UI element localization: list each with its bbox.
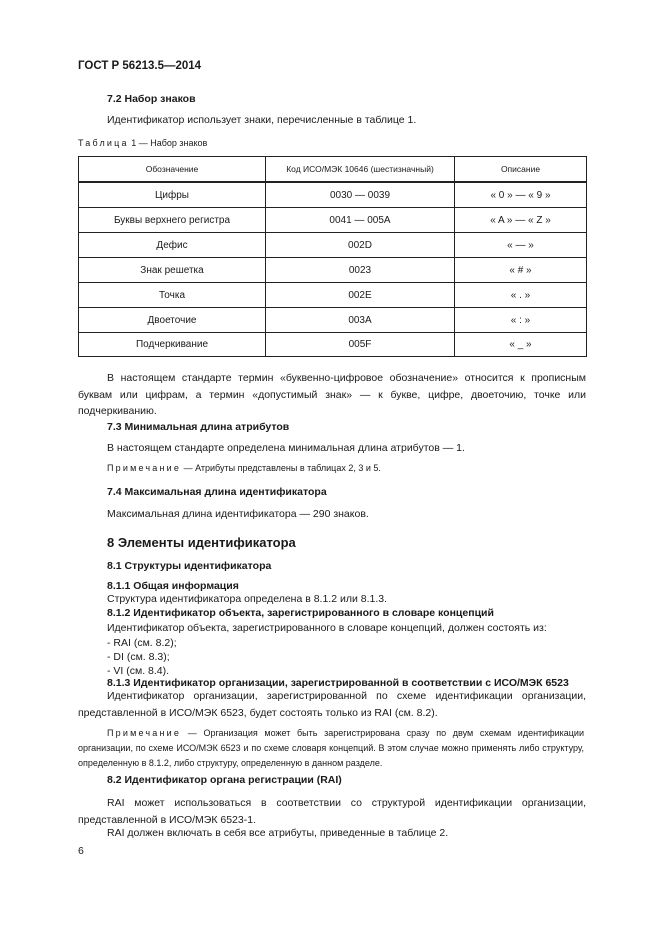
table-cell: « — » [455, 233, 587, 258]
table-header-row [79, 157, 587, 183]
section-7-3-heading: 7.3 Минимальная длина атрибутов [107, 421, 290, 433]
section-7-2-heading: 7.2 Набор знаков [107, 93, 196, 105]
section-8-heading: 8 Элементы идентификатора [107, 535, 296, 550]
section-7-3-note [107, 463, 381, 473]
after-table-paragraph: В настоящем стандарте термин «буквенно-цифровое обозначение» относится к прописным буквам или цифрам, а термин «допустимый знак» — к букве, цифре, двоеточию, точке или подчеркиванию. [78, 372, 586, 417]
note-text: — Атрибуты представлены в таблицах 2, 3 и 5. [181, 463, 381, 473]
table-cell: 003A [266, 308, 455, 333]
note-label: Примечание [107, 728, 182, 738]
caption-label: Таблица [78, 138, 129, 148]
table-row [79, 283, 587, 308]
section-8-1-2-heading: 8.1.2 Идентификатор объекта, зарегистрированного в словаре концепций [107, 607, 494, 619]
list-item: - RAI (см. 8.2); [107, 637, 177, 649]
table-cell: Дефис [79, 233, 266, 258]
list-item: - DI (см. 8.3); [107, 651, 170, 663]
table-cell: Буквы верхнего регистра [79, 208, 266, 233]
page-number: 6 [78, 845, 84, 857]
section-8-2-text-1: RAI может использоваться в соответствии со структурой идентификации организации, представленной в ИСО/МЭК 6523-1. [78, 797, 586, 826]
section-8-2-heading: 8.2 Идентификатор органа регистрации (RAI) [107, 774, 342, 786]
section-7-2-text: Идентификатор использует знаки, перечисленные в таблице 1. [107, 114, 417, 126]
table-cell: « A » — « Z » [455, 208, 587, 233]
list-item: - VI (см. 8.4). [107, 665, 170, 677]
table-header-cell: Обозначение [79, 157, 266, 183]
table-cell: « . » [455, 283, 587, 308]
document-header: ГОСТ Р 56213.5—2014 [78, 60, 202, 72]
note-text: — Организация может быть зарегистрирована сразу по двум схемам идентификации организации, по схеме ИСО/МЭК 6523 и по схеме словаря концепций. В этом случае можно применять либо структуру, определенную в 8.1.2, либо структуру, определенную в данном разделе. [78, 728, 584, 768]
section-8-1-1-text: Структура идентификатора определена в 8.1.2 или 8.1.3. [107, 593, 388, 605]
section-7-4-heading: 7.4 Максимальная длина идентификатора [107, 486, 327, 498]
table-cell: 005F [266, 333, 455, 357]
section-8-1-2-text: Идентификатор объекта, зарегистрированного в словаре концепций, должен состоять из: [107, 622, 547, 634]
table-cell: Знак решетка [79, 258, 266, 283]
section-7-4-text: Максимальная длина идентификатора — 290 знаков. [107, 508, 369, 520]
table-cell: 0030 — 0039 [266, 182, 455, 208]
caption-title: 1 — Набор знаков [128, 138, 208, 148]
section-8-2-text-2: RAI должен включать в себя все атрибуты, приведенные в таблице 2. [107, 827, 449, 839]
table-cell: « _ » [455, 333, 587, 357]
section-8-1-heading: 8.1 Структуры идентификатора [107, 560, 272, 572]
table-cell: 0041 — 005A [266, 208, 455, 233]
table-row [79, 258, 587, 283]
table-cell: 0023 [266, 258, 455, 283]
table-cell: « 0 » — « 9 » [455, 182, 587, 208]
table-cell: Цифры [79, 182, 266, 208]
table-header-cell: Код ИСО/МЭК 10646 (шестизначный) [266, 157, 455, 183]
section-8-1-3-note [78, 726, 584, 771]
table-cell: Подчеркивание [79, 333, 266, 357]
table-row [79, 333, 587, 357]
section-8-1-1-heading: 8.1.1 Общая информация [107, 580, 239, 592]
table-cell: Точка [79, 283, 266, 308]
table-1-caption [78, 138, 207, 148]
table-cell: « : » [455, 308, 587, 333]
section-7-3-text: В настоящем стандарте определена минимальная длина атрибутов — 1. [107, 442, 465, 454]
table-cell: 002D [266, 233, 455, 258]
section-8-1-3-text: Идентификатор организации, зарегистрированной по схеме идентификации организации, представленной в ИСО/МЭК 6523, будет состоять только из RAI (см. 8.2). [78, 690, 586, 719]
character-set-table [78, 156, 587, 357]
section-8-1-3-heading: 8.1.3 Идентификатор организации, зарегистрированной в соответствии с ИСО/МЭК 6523 [107, 677, 569, 689]
table-cell: Двоеточие [79, 308, 266, 333]
table-header-cell: Описание [455, 157, 587, 183]
note-label: Примечание [107, 463, 182, 473]
table-row [79, 208, 587, 233]
table-row [79, 182, 587, 208]
table-cell: 002E [266, 283, 455, 308]
table-row [79, 233, 587, 258]
table-cell: « # » [455, 258, 587, 283]
table-row [79, 308, 587, 333]
